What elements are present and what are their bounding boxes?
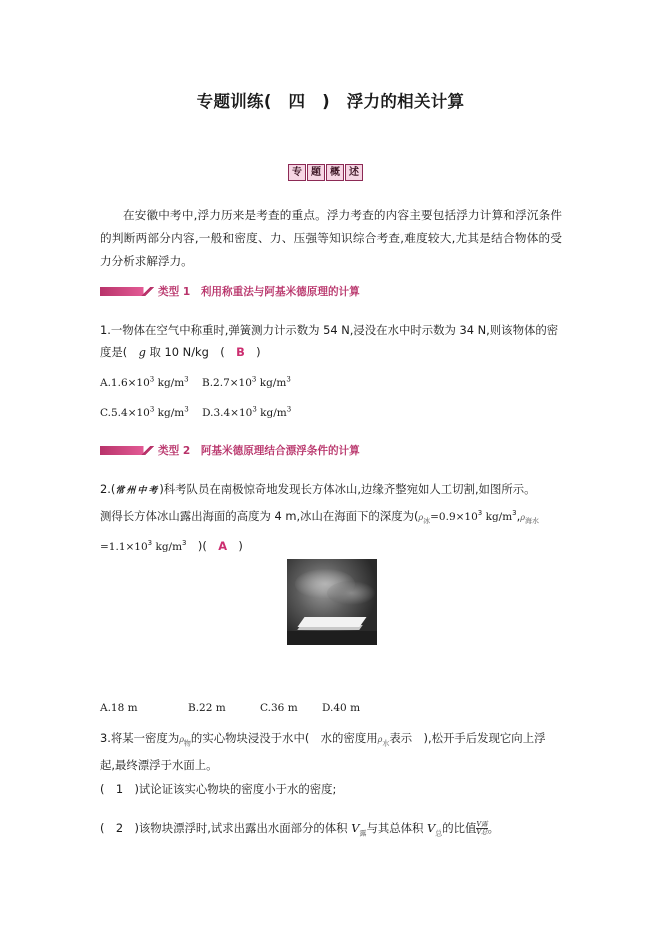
source-seal: 常州中考 (115, 486, 160, 496)
q2-option-d: D.40 m (322, 702, 361, 714)
volume-ratio-fraction: $\frac{\text{V露}}{\text{V总}}$ (476, 820, 488, 836)
q2-answer: A (218, 538, 228, 553)
q1-answer: B (236, 345, 245, 359)
badge-char: 题 (307, 164, 325, 181)
badge-char: 专 (288, 164, 306, 181)
q3-line2: 起,最终漂浮于水面上。 (100, 758, 218, 773)
badge-char: 述 (345, 164, 363, 181)
type1-label: 类型 1 利用称重法与阿基米德原理的计算 (158, 286, 360, 298)
q1-options-row1 (100, 375, 291, 389)
type-bar-stripe (140, 287, 156, 296)
q2-options (100, 702, 360, 714)
q3-part2: ( 2 )该物块漂浮时,试求出露出水面部分的体积 $V_露$与其总体积 $V_总$的比值 $\frac{\text{V露}}{\text{V总}}$ 。 (100, 820, 500, 838)
question-3 (100, 727, 580, 776)
cloud-shape (327, 581, 375, 605)
type1-heading (100, 283, 420, 301)
iceberg-top (297, 617, 366, 627)
type-bar-stripe (140, 446, 156, 455)
badge-char: 概 (326, 164, 344, 181)
sea-shape (287, 631, 377, 645)
q2-line2: 测得长方体冰山露出海面的高度为 4 m,冰山在海面下的深度为($\rho_冰=0.9\times 10^3$ $kg/m^3,\rho_{海水}$ (100, 508, 539, 526)
q1-option-a: $A.1.6\times 10^3$ $kg/m^3$ (100, 375, 189, 389)
q1-line2-post: ) (244, 345, 261, 359)
q3-line1: 3.将某一密度为$\rho_物$的实心物块浸没于水中( 水的密度用$\rho_水$表示 ),松开手后发现它向上浮 (100, 731, 546, 748)
g-symbol: g (138, 345, 146, 359)
question-2 (100, 478, 580, 558)
q1-line2-pre: 度是( (100, 345, 139, 359)
section-badge (288, 164, 363, 181)
q1-line1: 1.一物体在空气中称重时,弹簧测力计示数为 54 N,浸没在水中时示数为 34 N,则该物体的密 (100, 323, 559, 337)
q2-line3: $=1.1\times 10^3$ $kg/m^3$ )( A ) (100, 538, 243, 553)
q1-option-c: $C.5.4\times 10^3$ $kg/m^3$ (100, 405, 189, 419)
q3-part1: ( 1 )试论证该实心物块的密度小于水的密度; (100, 782, 337, 796)
q1-options-row2 (100, 405, 291, 419)
q2-option-a: A.18 m (100, 702, 138, 714)
q1-line2-mid: 取 10 N/kg ( (145, 345, 237, 359)
iceberg-photo (287, 559, 377, 645)
type2-label: 类型 2 阿基米德原理结合漂浮条件的计算 (158, 445, 360, 457)
q2-option-b: B.22 m (188, 702, 226, 714)
q2-option-c: C.36 m (260, 702, 298, 714)
q1-line2 (100, 341, 580, 363)
type2-heading (100, 442, 420, 460)
page-title: 专题训练( 四 ) 浮力的相关计算 (196, 92, 465, 111)
intro-paragraph: 在安徽中考中,浮力历来是考查的重点。浮力考查的内容主要包括浮力计算和浮沉条件的判断两部分内容,一般和密度、力、压强等知识综合考查,难度较大,尤其是结合物体的受力分析求解浮力。 (100, 208, 562, 268)
q2-line1: 2.(常州中考)科考队员在南极惊奇地发现长方体冰山,边缘齐整宛如人工切割,如图所示。 (100, 478, 580, 502)
question-1 (100, 319, 580, 363)
q1-option-d: $D.3.4\times 10^3$ $kg/m^3$ (202, 405, 292, 419)
q1-option-b: $B.2.7\times 10^3$ $kg/m^3$ (202, 375, 291, 389)
